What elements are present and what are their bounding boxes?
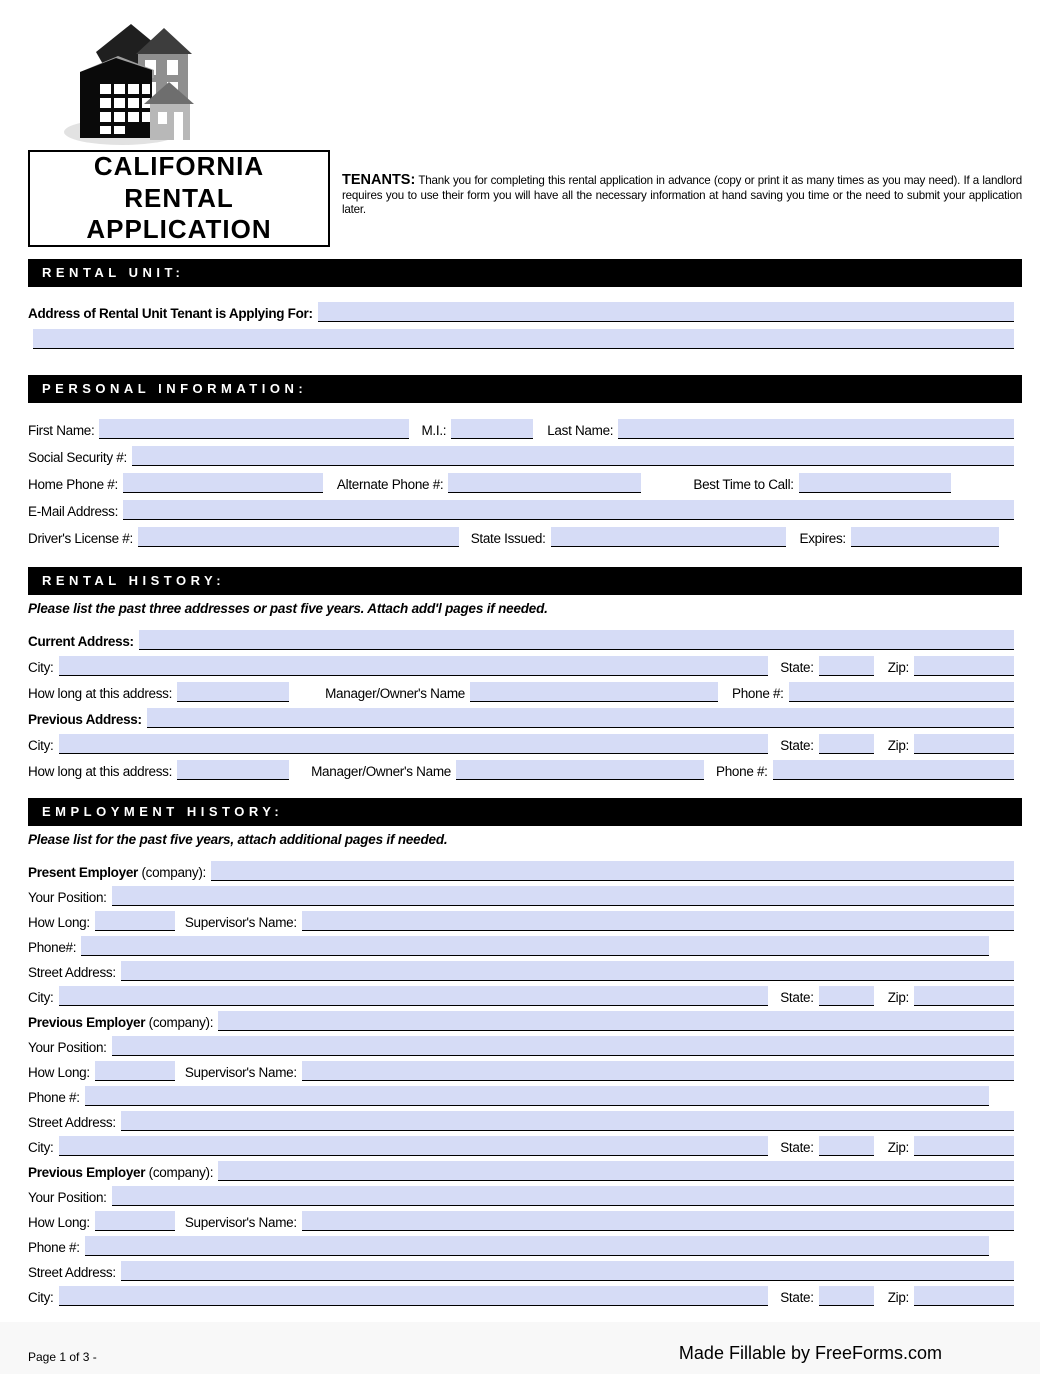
zip-label: Zip: — [887, 989, 909, 1005]
employer3-position-input[interactable] — [112, 1186, 1014, 1206]
rental-address-label: Address of Rental Unit Tenant is Applying For: — [28, 305, 313, 321]
current-city-input[interactable] — [59, 656, 769, 676]
employer3-zip-input[interactable] — [914, 1286, 1014, 1306]
state-label: State: — [780, 1139, 814, 1155]
manager-name-label: Manager/Owner's Name — [325, 685, 465, 701]
section-header-personal: PERSONAL INFORMATION: — [28, 375, 1022, 403]
current-state-input[interactable] — [819, 656, 874, 676]
employer1-label: Present Employer (company): — [28, 864, 206, 880]
alt-phone-label: Alternate Phone #: — [336, 476, 444, 492]
manager-name-label: Manager/Owner's Name — [311, 763, 451, 779]
current-manager-input[interactable] — [470, 682, 718, 702]
title-box — [28, 150, 330, 247]
employer1-duration-input[interactable] — [95, 911, 175, 931]
first-name-label: First Name: — [28, 422, 95, 438]
page-number: Page 1 of 3 - — [28, 1350, 97, 1364]
employer2-supervisor-input[interactable] — [302, 1061, 1014, 1081]
city-label: City: — [28, 989, 54, 1005]
zip-label: Zip: — [887, 737, 909, 753]
middle-initial-input[interactable] — [451, 419, 533, 439]
position-label: Your Position: — [28, 1189, 107, 1205]
employer2-street-input[interactable] — [121, 1111, 1014, 1131]
buildings-logo — [38, 8, 198, 148]
city-label: City: — [28, 737, 54, 753]
supervisor-label: Supervisor's Name: — [184, 914, 297, 930]
employer2-label: Previous Employer (company): — [28, 1014, 214, 1030]
drivers-license-input[interactable] — [138, 527, 459, 547]
email-input[interactable] — [123, 500, 1014, 520]
how-long-label: How Long: — [28, 1064, 90, 1080]
ssn-label: Social Security #: — [28, 449, 127, 465]
current-address-label: Current Address: — [28, 633, 134, 649]
how-long-label: How Long: — [28, 1214, 90, 1230]
section-header-rental-unit: RENTAL UNIT: — [28, 259, 1022, 287]
employer2-duration-input[interactable] — [95, 1061, 175, 1081]
zip-label: Zip: — [887, 1139, 909, 1155]
current-address-input[interactable] — [139, 630, 1014, 650]
position-label: Your Position: — [28, 889, 107, 905]
employer2-zip-input[interactable] — [914, 1136, 1014, 1156]
previous-duration-input[interactable] — [177, 760, 289, 780]
email-label: E-Mail Address: — [28, 503, 119, 519]
tenants-label: TENANTS: — [342, 172, 416, 188]
page-title-line1: CALIFORNIA — [93, 150, 265, 181]
employer2-phone-input[interactable] — [85, 1086, 989, 1106]
rental-address-input-line1[interactable] — [318, 302, 1014, 322]
manager-phone-label: Phone #: — [731, 685, 784, 701]
employer2-state-input[interactable] — [819, 1136, 874, 1156]
employer3-city-input[interactable] — [59, 1286, 769, 1306]
employer2-company-input[interactable] — [218, 1011, 1014, 1031]
employer3-state-input[interactable] — [819, 1286, 874, 1306]
last-name-label: Last Name: — [547, 422, 614, 438]
last-name-input[interactable] — [618, 419, 1014, 439]
employer3-supervisor-input[interactable] — [302, 1211, 1014, 1231]
previous-manager-input[interactable] — [456, 760, 704, 780]
middle-initial-label: M.I.: — [421, 422, 447, 438]
employer1-zip-input[interactable] — [914, 986, 1014, 1006]
street-address-label: Street Address: — [28, 1264, 116, 1280]
first-name-input[interactable] — [99, 419, 409, 439]
state-issued-input[interactable] — [551, 527, 786, 547]
manager-phone-label: Phone #: — [715, 763, 768, 779]
employer1-phone-input[interactable] — [81, 936, 989, 956]
zip-label: Zip: — [887, 1289, 909, 1305]
previous-address-input[interactable] — [147, 708, 1014, 728]
employer3-label: Previous Employer (company): — [28, 1164, 214, 1180]
expires-input[interactable] — [851, 527, 999, 547]
employer1-supervisor-input[interactable] — [302, 911, 1014, 931]
previous-state-input[interactable] — [819, 734, 874, 754]
page-title-line2: RENTAL APPLICATION — [86, 182, 272, 245]
ssn-input[interactable] — [132, 446, 1014, 466]
current-duration-input[interactable] — [177, 682, 289, 702]
home-phone-input[interactable] — [123, 473, 323, 493]
current-manager-phone-input[interactable] — [789, 682, 1014, 702]
state-label: State: — [780, 1289, 814, 1305]
best-time-input[interactable] — [799, 473, 951, 493]
phone-label: Phone #: — [28, 1239, 80, 1255]
phone-label: Phone #: — [28, 1089, 80, 1105]
drivers-license-label: Driver's License #: — [28, 530, 133, 546]
supervisor-label: Supervisor's Name: — [184, 1214, 297, 1230]
expires-label: Expires: — [799, 530, 846, 546]
how-long-label: How Long: — [28, 914, 90, 930]
home-phone-label: Home Phone #: — [28, 476, 118, 492]
rental-address-input-line2[interactable] — [33, 329, 1014, 349]
previous-manager-phone-input[interactable] — [773, 760, 1014, 780]
how-long-label: How long at this address: — [28, 685, 173, 701]
previous-address-label: Previous Address: — [28, 711, 142, 727]
employer1-city-input[interactable] — [59, 986, 769, 1006]
city-label: City: — [28, 659, 54, 675]
position-label: Your Position: — [28, 1039, 107, 1055]
logo-wrap — [28, 8, 1022, 150]
how-long-label: How long at this address: — [28, 763, 173, 779]
section-header-employment: EMPLOYMENT HISTORY: — [28, 798, 1022, 826]
tenants-blurb — [342, 150, 1022, 216]
employer3-phone-input[interactable] — [85, 1236, 989, 1256]
freeforms-credit: Made Fillable by FreeForms.com — [678, 1343, 942, 1363]
state-issued-label: State Issued: — [470, 530, 546, 546]
employer1-state-input[interactable] — [819, 986, 874, 1006]
previous-zip-input[interactable] — [914, 734, 1014, 754]
tenants-text: Thank you for completing this rental application in advance (copy or print it as many times as you may need). If a landlord requires you to use their form you will have all the necessary information at hand saving you time or the need to submit your application later. — [342, 174, 1022, 216]
street-address-label: Street Address: — [28, 1114, 116, 1130]
supervisor-label: Supervisor's Name: — [184, 1064, 297, 1080]
employer2-city-input[interactable] — [59, 1136, 769, 1156]
street-address-label: Street Address: — [28, 964, 116, 980]
employer1-street-input[interactable] — [121, 961, 1014, 981]
employer1-position-input[interactable] — [112, 886, 1014, 906]
phone-label: Phone#: — [28, 939, 77, 955]
employer3-street-input[interactable] — [121, 1261, 1014, 1281]
rental-history-note: Please list the past three addresses or past five years. Attach add'l pages if needed. — [28, 601, 548, 616]
employer3-company-input[interactable] — [218, 1161, 1014, 1181]
best-time-label: Best Time to Call: — [693, 476, 794, 492]
state-label: State: — [780, 989, 814, 1005]
state-label: State: — [780, 659, 814, 675]
previous-city-input[interactable] — [59, 734, 769, 754]
city-label: City: — [28, 1289, 54, 1305]
state-label: State: — [780, 737, 814, 753]
employer1-company-input[interactable] — [211, 861, 1014, 881]
alt-phone-input[interactable] — [448, 473, 641, 493]
city-label: City: — [28, 1139, 54, 1155]
zip-label: Zip: — [887, 659, 909, 675]
employer2-position-input[interactable] — [112, 1036, 1014, 1056]
section-header-rental-history: RENTAL HISTORY: — [28, 567, 1022, 595]
employer3-duration-input[interactable] — [95, 1211, 175, 1231]
employment-note: Please list for the past five years, attach additional pages if needed. — [28, 832, 448, 847]
current-zip-input[interactable] — [914, 656, 1014, 676]
